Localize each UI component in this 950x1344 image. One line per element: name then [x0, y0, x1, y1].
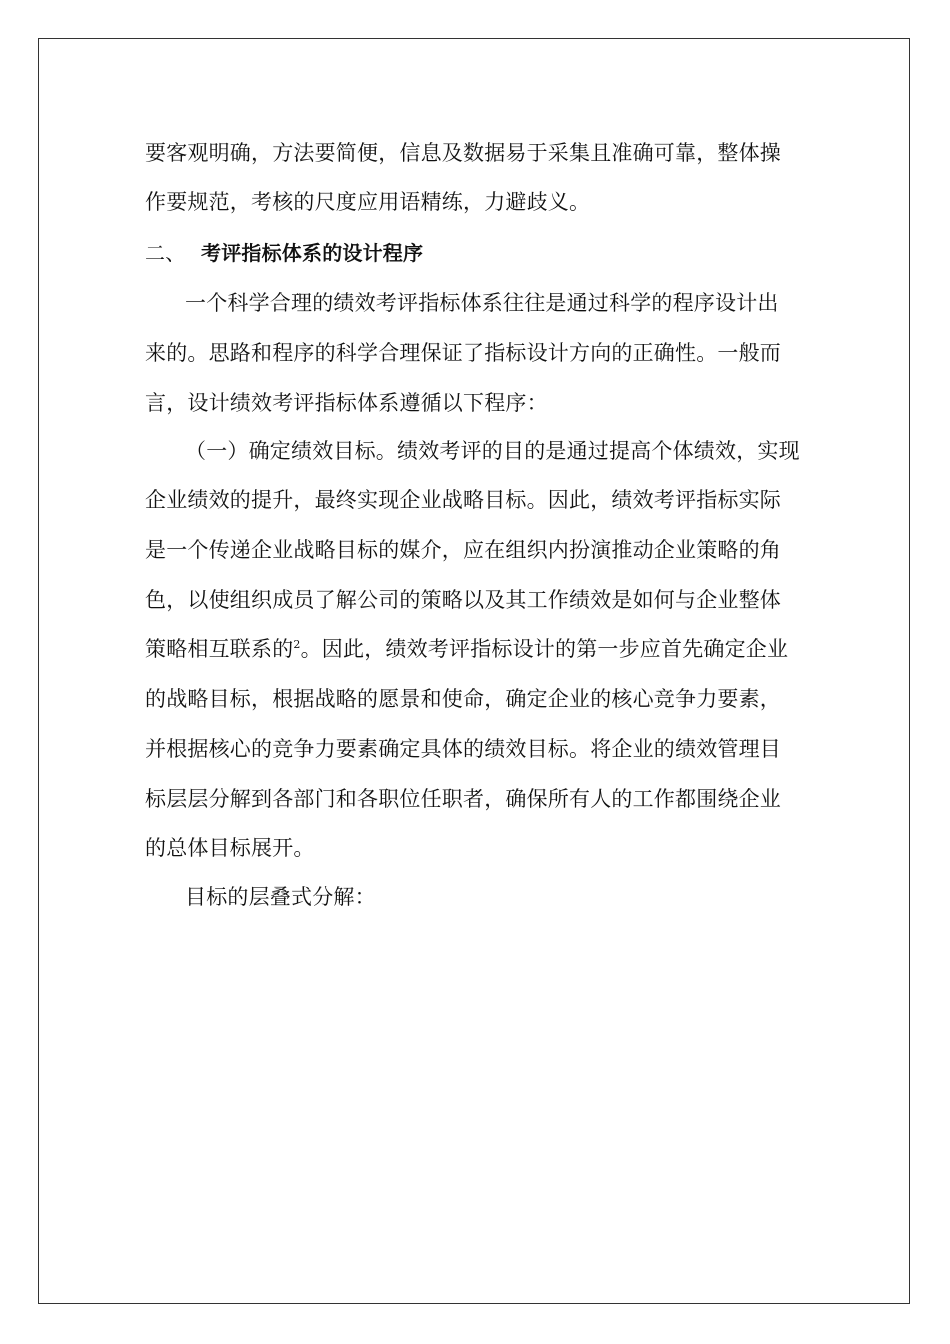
body-text-line: 目标的层叠式分解： — [185, 885, 376, 909]
body-text-line: 一个科学合理的绩效考评指标体系往往是通过科学的程序设计出 — [185, 291, 779, 315]
body-text-line: 标层层分解到各部门和各职位任职者，确保所有人的工作都围绕企业 — [145, 787, 781, 811]
body-text-line: 的总体目标展开。 — [145, 836, 315, 860]
body-text-line: 企业绩效的提升，最终实现企业战略目标。因此，绩效考评指标实际 — [145, 488, 781, 512]
body-text-line: 作要规范，考核的尺度应用语精练，力避歧义。 — [145, 190, 591, 214]
body-text-line: 言，设计绩效考评指标体系遵循以下程序： — [145, 391, 548, 415]
page-border — [38, 38, 910, 1304]
text-segment: 策略相互联系的 — [145, 637, 294, 661]
body-text-line: 的战略目标，根据战略的愿景和使命，确定企业的核心竞争力要素， — [145, 687, 781, 711]
body-text-line: 要客观明确，方法要简便，信息及数据易于采集且准确可靠，整体操 — [145, 141, 781, 165]
section-number: 二、 — [145, 241, 186, 265]
body-text-line: （一）确定绩效目标。绩效考评的目的是通过提高个体绩效，实现 — [185, 439, 800, 463]
body-text-line: 色，以使组织成员了解公司的策略以及其工作绩效是如何与企业整体 — [145, 588, 781, 612]
section-heading — [145, 240, 423, 266]
footnote-marker: 2 — [293, 638, 301, 651]
body-text-line: 是一个传递企业战略目标的媒介，应在组织内扮演推动企业策略的角 — [145, 538, 781, 562]
body-text-line: 并根据核心的竞争力要素确定具体的绩效目标。将企业的绩效管理目 — [145, 737, 781, 761]
section-title: 考评指标体系的设计程序 — [201, 241, 424, 265]
body-text-line: 来的。思路和程序的科学合理保证了指标设计方向的正确性。一般而 — [145, 341, 781, 365]
text-segment: 。因此，绩效考评指标设计的第一步应首先确定企业 — [300, 637, 789, 661]
body-text-line — [145, 636, 788, 662]
